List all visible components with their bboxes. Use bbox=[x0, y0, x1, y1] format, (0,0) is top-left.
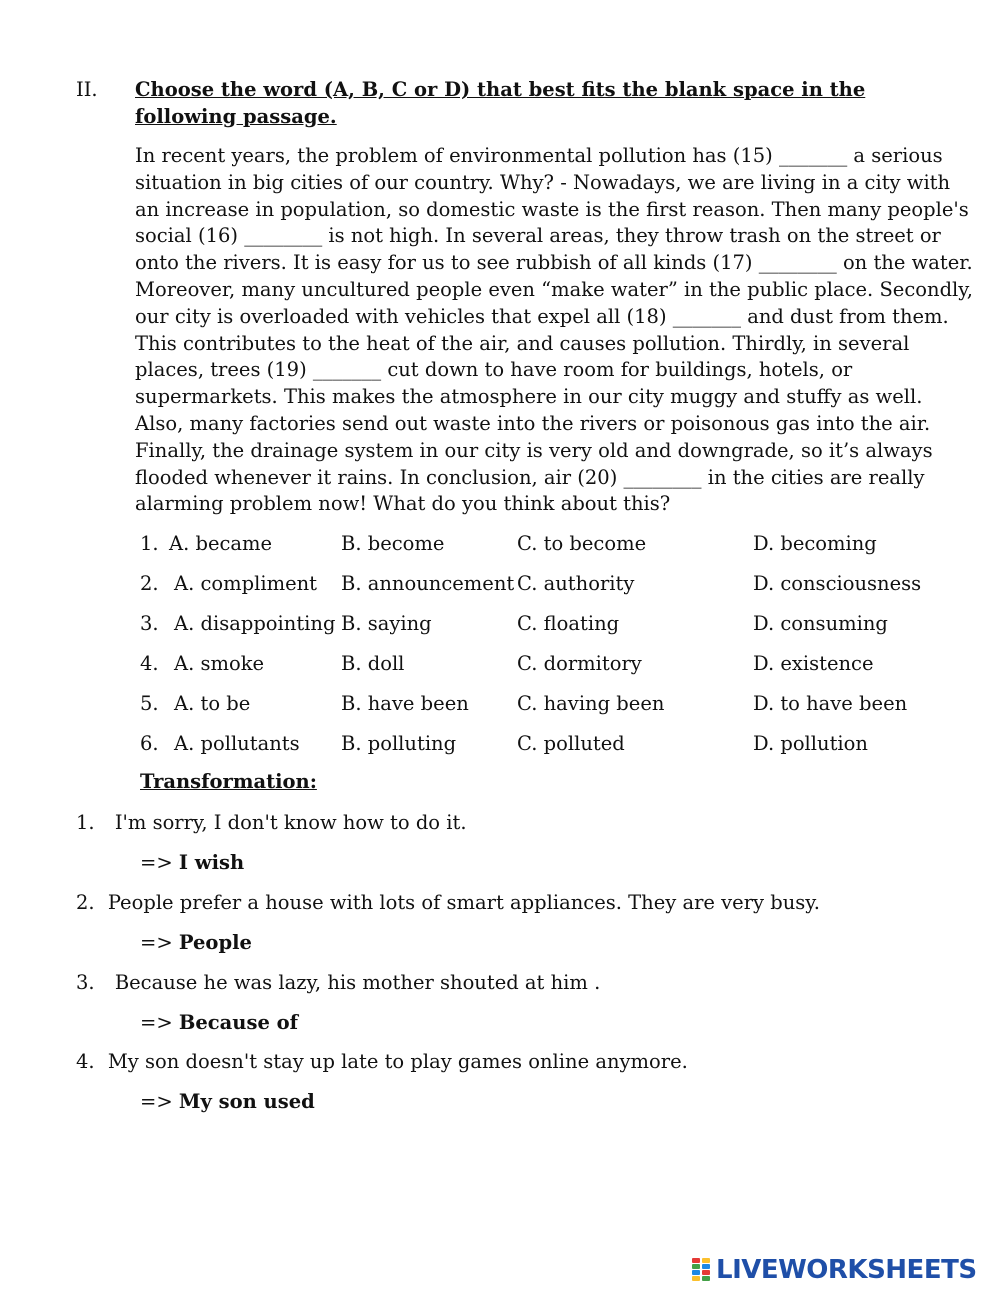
question-number: 2. bbox=[76, 891, 95, 914]
arrow-label: => bbox=[140, 1011, 173, 1034]
option-b[interactable]: B. have been bbox=[341, 692, 469, 715]
logo-tile bbox=[702, 1270, 710, 1275]
question-number: 5. bbox=[140, 692, 159, 715]
arrow-label: => bbox=[140, 931, 173, 954]
liveworksheets-logo[interactable] bbox=[692, 1255, 992, 1287]
transformation-question-1 bbox=[76, 811, 467, 834]
arrow-label: => bbox=[140, 851, 173, 874]
logo-tile bbox=[702, 1276, 710, 1281]
option-c[interactable]: C. to become bbox=[517, 532, 647, 555]
option-c[interactable]: C. floating bbox=[517, 612, 620, 635]
logo-tile bbox=[692, 1264, 700, 1269]
question-row-2 bbox=[135, 570, 955, 598]
logo-tile bbox=[702, 1258, 710, 1263]
answer-prompt[interactable]: My son used bbox=[178, 1090, 315, 1113]
logo-tile bbox=[692, 1270, 700, 1275]
reading-passage: In recent years, the problem of environmental pollution has (15) _______ a serious situation in big cities of our country. Why? - Nowadays, we are living in a city with an increase in population, so domestic waste is the first reason. Then many people's social (16) ________ is not high. In several areas, they throw trash on the street or onto the rivers. It is easy for us to see rubbish of all kinds (17) ________ on the water. Moreover, many uncultured people even “make water” in the public place. Secondly, our city is overloaded with vehicles that expel all (18) _______ and dust from them. This contributes to the heat of the air, and causes pollution. Thirdly, in several places, trees (19) _______ cut down to have room for buildings, hotels, or supermarkets. This makes the atmosphere in our city muggy and stuffy as well. Also, many factories send out waste into the rivers or poisonous gas into the air. Finally, the drainage system in our city is very old and downgrade, so it’s always flooded whenever it rains. In conclusion, air (20) ________ in the cities are really alarming problem now! What do you think about this? bbox=[135, 144, 973, 516]
question-row-1 bbox=[135, 530, 955, 558]
option-a[interactable]: A. became bbox=[169, 532, 273, 555]
transformation-answer-4 bbox=[140, 1090, 315, 1113]
logo-tile bbox=[692, 1276, 700, 1281]
question-number: 1. bbox=[76, 811, 95, 834]
logo-tile bbox=[692, 1258, 700, 1263]
transformation-answer-1 bbox=[140, 851, 244, 874]
transformation-question-3 bbox=[76, 971, 600, 994]
question-row-3 bbox=[135, 610, 955, 638]
question-sentence: People prefer a house with lots of smart appliances. They are very busy. bbox=[107, 891, 820, 914]
question-number: 4. bbox=[140, 652, 159, 675]
question-number: 3. bbox=[76, 971, 95, 994]
transformation-question-4 bbox=[76, 1050, 688, 1073]
logo-tiles-icon bbox=[692, 1258, 712, 1282]
option-b[interactable]: B. polluting bbox=[341, 732, 457, 755]
transformation-answer-2 bbox=[140, 931, 252, 954]
transformation-answer-3 bbox=[140, 1011, 298, 1034]
question-number: 3. bbox=[140, 612, 159, 635]
question-sentence: I'm sorry, I don't know how to do it. bbox=[114, 811, 467, 834]
option-b[interactable]: B. saying bbox=[341, 612, 432, 635]
option-a[interactable]: A. pollutants bbox=[174, 732, 300, 755]
option-d[interactable]: D. pollution bbox=[753, 732, 868, 755]
option-d[interactable]: D. to have been bbox=[753, 692, 908, 715]
option-d[interactable]: D. consuming bbox=[753, 612, 888, 635]
option-a[interactable]: A. disappointing bbox=[174, 612, 336, 635]
option-c[interactable]: C. polluted bbox=[517, 732, 625, 755]
arrow-label: => bbox=[140, 1090, 173, 1113]
question-number: 6. bbox=[140, 732, 159, 755]
option-a[interactable]: A. compliment bbox=[174, 572, 318, 595]
option-c[interactable]: C. dormitory bbox=[517, 652, 642, 675]
transformation-title: Transformation: bbox=[140, 770, 317, 793]
answer-prompt[interactable]: Because of bbox=[178, 1011, 299, 1034]
logo-text: LIVEWORKSHEETS bbox=[716, 1255, 977, 1285]
section-number: II. bbox=[76, 78, 98, 101]
option-b[interactable]: B. doll bbox=[341, 652, 405, 675]
option-d[interactable]: D. becoming bbox=[753, 532, 877, 555]
question-number: 2. bbox=[140, 572, 159, 595]
option-d[interactable]: D. existence bbox=[753, 652, 874, 675]
question-row-6 bbox=[135, 730, 955, 758]
question-row-5 bbox=[135, 690, 955, 718]
question-sentence: Because he was lazy, his mother shouted at him . bbox=[114, 971, 601, 994]
option-a[interactable]: A. to be bbox=[174, 692, 251, 715]
option-b[interactable]: B. announcement bbox=[341, 572, 515, 595]
question-row-4 bbox=[135, 650, 955, 678]
option-c[interactable]: C. authority bbox=[517, 572, 635, 595]
question-sentence: My son doesn't stay up late to play games online anymore. bbox=[107, 1050, 688, 1073]
option-b[interactable]: B. become bbox=[341, 532, 445, 555]
option-a[interactable]: A. smoke bbox=[174, 652, 265, 675]
question-number: 4. bbox=[76, 1050, 95, 1073]
logo-tile bbox=[702, 1264, 710, 1269]
answer-prompt[interactable]: People bbox=[178, 931, 252, 954]
transformation-question-2 bbox=[76, 891, 820, 914]
option-d[interactable]: D. consciousness bbox=[753, 572, 922, 595]
option-c[interactable]: C. having been bbox=[517, 692, 665, 715]
section-instruction: Choose the word (A, B, C or D) that best fits the blank space in the following passage. bbox=[135, 78, 866, 128]
question-number: 1. bbox=[140, 532, 159, 555]
answer-prompt[interactable]: I wish bbox=[178, 851, 245, 874]
